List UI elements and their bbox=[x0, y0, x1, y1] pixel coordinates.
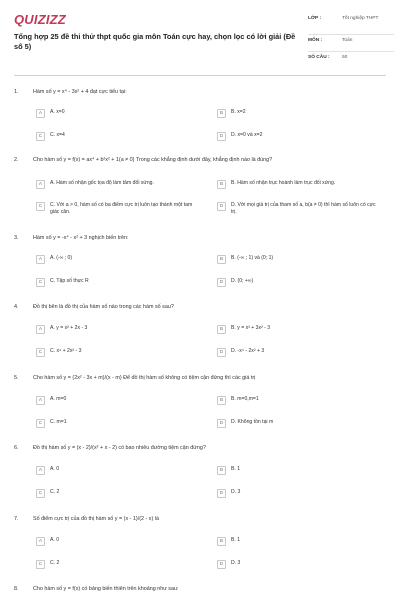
option-text: C. Với a > 0, hàm số có ba điểm cực trị luôn tạo thành một tam giác cân. bbox=[50, 202, 193, 215]
question-number: 5. bbox=[14, 375, 19, 381]
option-text: D. -x⁴ - 2x² + 3 bbox=[231, 348, 265, 354]
meta-label: MÔN : bbox=[308, 38, 323, 43]
question-text: Hàm số y = x⁴ - 3x² + 4 đạt cực tiểu tại: bbox=[33, 89, 127, 95]
option-letter-box: D bbox=[217, 419, 226, 428]
option-text: D. (0; +∞) bbox=[231, 278, 254, 284]
option-text: C. m=1 bbox=[50, 419, 67, 425]
option-text: C. 2 bbox=[50, 489, 60, 495]
option-text: A. x=0 bbox=[50, 109, 65, 115]
option-letter-box: A bbox=[36, 255, 45, 264]
option-letter-box: C bbox=[36, 132, 45, 141]
option-letter-box: B bbox=[217, 180, 226, 189]
option-letter-box: D bbox=[217, 348, 226, 357]
question-number: 4. bbox=[14, 304, 19, 310]
option-text: D. Không tồn tại m bbox=[231, 419, 274, 425]
option-text: B. Hàm số nhận trục hoành làm trục đối xứng. bbox=[231, 180, 336, 186]
option-letter-box: B bbox=[217, 109, 226, 118]
option-text: B. y = x³ + 3x² - 3 bbox=[231, 325, 271, 331]
option-letter-box: B bbox=[217, 537, 226, 546]
option-text: D. x=0 và x=2 bbox=[231, 132, 263, 138]
option-letter-box: A bbox=[36, 180, 45, 189]
question-text: Đồ thị hàm số y = (x - 2)/(x² + x - 2) có bao nhiêu đường tiệm cận đứng? bbox=[33, 445, 206, 451]
option-letter-box: A bbox=[36, 537, 45, 546]
question-text: Cho hàm số y = f(x) có bảng biến thiên trên khoảng như sau: bbox=[33, 586, 179, 592]
header-divider bbox=[14, 75, 386, 76]
quizizz-logo: QUIZIZZ bbox=[14, 12, 66, 27]
option-letter-box: A bbox=[36, 396, 45, 405]
option-text: C. Tập số thực R bbox=[50, 278, 89, 284]
meta-label: LỚP : bbox=[308, 16, 322, 21]
question-number: 8. bbox=[14, 586, 19, 592]
meta-value: 50 bbox=[342, 55, 348, 60]
option-letter-box: C bbox=[36, 278, 45, 287]
option-text: B. x=2 bbox=[231, 109, 246, 115]
option-text: D. Với mọi giá trị của tham số a, b(a ≠ 0) thì hàm số luôn có cực trị. bbox=[231, 202, 376, 215]
question-text: Đồ thị bên là đồ thị của hàm số nào trong các hàm số sau? bbox=[33, 304, 174, 310]
option-letter-box: B bbox=[217, 325, 226, 334]
question-text: Cho hàm số y = (2x² - 3x + m)/(x - m) Để đồ thị hàm số không có tiệm cận đứng thì các giá trị bbox=[33, 375, 256, 381]
option-letter-box: B bbox=[217, 255, 226, 264]
meta-value: Tốt nghiệp THPT bbox=[342, 16, 379, 21]
option-text: A. y = x² + 2x - 3 bbox=[50, 325, 88, 331]
option-text: A. m=0 bbox=[50, 396, 67, 402]
question-number: 6. bbox=[14, 445, 19, 451]
option-text: C. 2 bbox=[50, 560, 60, 566]
question-number: 1. bbox=[14, 89, 19, 95]
option-letter-box: B bbox=[217, 396, 226, 405]
option-letter-box: C bbox=[36, 202, 45, 211]
question-number: 2. bbox=[14, 157, 19, 163]
option-letter-box: A bbox=[36, 109, 45, 118]
option-text: B. m=0,m=1 bbox=[231, 396, 259, 402]
option-letter-box: C bbox=[36, 489, 45, 498]
option-letter-box: D bbox=[217, 132, 226, 141]
meta-row-subject bbox=[308, 38, 394, 52]
option-text: B. (-∞ ; 1) và (0; 1) bbox=[231, 255, 274, 261]
meta-row-count bbox=[308, 55, 394, 68]
option-letter-box: D bbox=[217, 278, 226, 287]
worksheet-header bbox=[14, 12, 386, 68]
option-letter-box: B bbox=[217, 466, 226, 475]
option-letter-box: D bbox=[217, 202, 226, 211]
meta-label: SỐ CÂU : bbox=[308, 55, 330, 60]
option-letter-box: D bbox=[217, 489, 226, 498]
worksheet-title: Tổng hợp 25 đề thi thử thpt quốc gia môn Toán cực hay, chọn lọc có lời giải (Đề số 5) bbox=[14, 32, 296, 51]
meta-row-grade bbox=[308, 16, 394, 35]
option-text: B. 1 bbox=[231, 537, 241, 543]
option-letter-box: A bbox=[36, 466, 45, 475]
meta-panel bbox=[308, 16, 394, 71]
option-text: C. x=4 bbox=[50, 132, 65, 138]
option-letter-box: A bbox=[36, 325, 45, 334]
option-letter-box: C bbox=[36, 560, 45, 569]
option-text: B. 1 bbox=[231, 466, 241, 472]
option-text: D. 3 bbox=[231, 560, 241, 566]
question-number: 7. bbox=[14, 516, 19, 522]
option-text: A. 0 bbox=[50, 466, 60, 472]
option-text: D. 3 bbox=[231, 489, 241, 495]
option-letter-box: D bbox=[217, 560, 226, 569]
option-text: A. 0 bbox=[50, 537, 60, 543]
option-text: A. (-∞ ; 0) bbox=[50, 255, 73, 261]
option-text: A. Hàm số nhận gốc tọa độ làm tâm đối xứng. bbox=[50, 180, 154, 186]
question-number: 3. bbox=[14, 235, 19, 241]
option-letter-box: C bbox=[36, 348, 45, 357]
question-text: Số điểm cực trị của đồ thị hàm số y = (x - 1)/(2 - x) là bbox=[33, 516, 159, 522]
option-letter-box: C bbox=[36, 419, 45, 428]
question-text: Hàm số y = -x⁴ - x² + 3 nghịch biến trên: bbox=[33, 235, 129, 241]
option-text: C. x⁴ + 2x² - 3 bbox=[50, 348, 82, 354]
meta-value: Toán bbox=[342, 38, 353, 43]
question-text: Cho hàm số y = f(x) = ax⁴ + b²x² + 1(a ≠ 0) Trong các khẳng định dưới đây, khẳng định nào là đúng? bbox=[33, 157, 273, 163]
